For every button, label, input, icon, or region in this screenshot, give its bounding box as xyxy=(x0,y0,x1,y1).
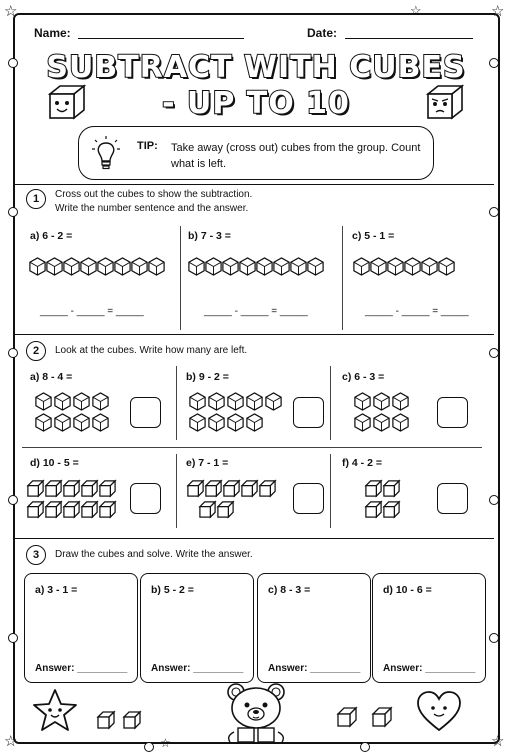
s2-cube[interactable] xyxy=(391,392,410,411)
teddy-bear-icon xyxy=(214,680,298,746)
s2-cube[interactable] xyxy=(98,479,117,498)
s2-cube[interactable] xyxy=(207,413,226,432)
s1-problem-b-label: b) 7 - 3 = xyxy=(188,230,231,242)
s1-problem-c-sentence[interactable]: _____ - _____ = _____ xyxy=(365,306,469,317)
s3-problem-a-label: a) 3 - 1 = xyxy=(35,584,78,596)
s1-cube[interactable] xyxy=(437,257,456,276)
section-3-number: 3 xyxy=(26,545,46,565)
s2-cube[interactable] xyxy=(245,413,264,432)
border-dot xyxy=(489,207,499,217)
lightbulb-icon xyxy=(91,135,121,171)
s2-cube[interactable] xyxy=(44,500,63,519)
s2-cube[interactable] xyxy=(53,413,72,432)
s2-cube[interactable] xyxy=(91,392,110,411)
name-label: Name: xyxy=(34,26,71,40)
s3-card-a[interactable] xyxy=(24,573,138,683)
border-dot xyxy=(489,495,499,505)
s2-cube[interactable] xyxy=(364,500,383,519)
s2-cube[interactable] xyxy=(91,413,110,432)
s2-cube[interactable] xyxy=(34,413,53,432)
s3-answer-d[interactable]: Answer: _________ xyxy=(383,663,476,674)
s2-cube[interactable] xyxy=(198,500,217,519)
s2-cube[interactable] xyxy=(391,413,410,432)
s2-cube[interactable] xyxy=(245,392,264,411)
s1-problem-a-sentence[interactable]: _____ - _____ = _____ xyxy=(40,306,144,317)
s2-cube[interactable] xyxy=(34,392,53,411)
s2-answer-box-a[interactable] xyxy=(130,397,161,428)
border-dot xyxy=(8,495,18,505)
s2-cube[interactable] xyxy=(188,392,207,411)
s2-cube[interactable] xyxy=(72,392,91,411)
s2-answer-box-c[interactable] xyxy=(437,397,468,428)
date-field[interactable] xyxy=(345,38,473,39)
column-divider xyxy=(180,226,181,330)
corner-star-icon: ☆ xyxy=(4,3,18,20)
s2-cube[interactable] xyxy=(226,392,245,411)
s2-cube[interactable] xyxy=(372,413,391,432)
column-divider xyxy=(330,454,331,528)
s2-problem-a-label: a) 8 - 4 = xyxy=(30,371,73,383)
border-dot xyxy=(360,742,370,752)
small-cube-icon xyxy=(96,710,116,730)
s2-problem-f-label: f) 4 - 2 = xyxy=(342,457,382,469)
small-star-icon: ☆ xyxy=(410,3,422,18)
worksheet-title-line2: - UP TO 10 xyxy=(162,86,350,121)
s3-answer-c[interactable]: Answer: _________ xyxy=(268,663,361,674)
column-divider xyxy=(330,366,331,440)
section-divider xyxy=(15,184,494,185)
section-2-number: 2 xyxy=(26,341,46,361)
s2-cube[interactable] xyxy=(372,392,391,411)
s2-cube[interactable] xyxy=(216,500,235,519)
s2-cube[interactable] xyxy=(80,479,99,498)
column-divider xyxy=(342,226,343,330)
s2-cube[interactable] xyxy=(26,500,45,519)
s2-cube[interactable] xyxy=(186,479,205,498)
small-cube-icon xyxy=(371,706,393,728)
s2-cube[interactable] xyxy=(26,479,45,498)
tip-box xyxy=(78,126,434,180)
s2-answer-box-e[interactable] xyxy=(293,483,324,514)
s2-cube[interactable] xyxy=(44,479,63,498)
s2-answer-box-f[interactable] xyxy=(437,483,468,514)
s3-answer-b[interactable]: Answer: _________ xyxy=(151,663,244,674)
tip-label: TIP: xyxy=(137,140,158,152)
section-3-instruction: Draw the cubes and solve. Write the answer. xyxy=(55,549,253,560)
row-divider xyxy=(22,447,482,448)
s3-problem-c-label: c) 8 - 3 = xyxy=(268,584,311,596)
section-divider xyxy=(15,334,494,335)
s2-cube[interactable] xyxy=(188,413,207,432)
border-dot xyxy=(489,348,499,358)
section-1-instruction-line1: Cross out the cubes to show the subtraction. xyxy=(55,189,253,200)
s3-card-c[interactable] xyxy=(257,573,371,683)
worksheet-title-line1: SUBTRACT WITH CUBES xyxy=(46,50,466,85)
s3-card-d[interactable] xyxy=(372,573,486,683)
column-divider xyxy=(176,454,177,528)
s2-cube[interactable] xyxy=(226,413,245,432)
s2-cube[interactable] xyxy=(382,500,401,519)
s2-cube[interactable] xyxy=(98,500,117,519)
s2-cube[interactable] xyxy=(53,392,72,411)
section-1-instruction xyxy=(55,188,252,216)
s2-cube[interactable] xyxy=(364,479,383,498)
s2-cube[interactable] xyxy=(207,392,226,411)
s1-cube[interactable] xyxy=(306,257,325,276)
s2-problem-d-label: d) 10 - 5 = xyxy=(30,457,79,469)
s3-answer-a[interactable]: Answer: _________ xyxy=(35,663,128,674)
s3-problem-b-label: b) 5 - 2 = xyxy=(151,584,194,596)
s2-answer-box-d[interactable] xyxy=(130,483,161,514)
border-dot xyxy=(8,633,18,643)
s3-problem-d-label: d) 10 - 6 = xyxy=(383,584,432,596)
s2-cube[interactable] xyxy=(353,392,372,411)
column-divider xyxy=(176,366,177,440)
s2-answer-box-b[interactable] xyxy=(293,397,324,428)
s2-cube[interactable] xyxy=(62,479,81,498)
s2-cube[interactable] xyxy=(62,500,81,519)
s2-cube[interactable] xyxy=(353,413,372,432)
name-field[interactable] xyxy=(78,38,244,39)
s2-cube[interactable] xyxy=(258,479,277,498)
s1-cube[interactable] xyxy=(147,257,166,276)
smiling-star-icon xyxy=(32,688,78,732)
tip-text: Take away (cross out) cubes from the group. Count what is left. xyxy=(171,142,421,170)
s2-cube[interactable] xyxy=(72,413,91,432)
s2-cube[interactable] xyxy=(80,500,99,519)
small-cube-icon xyxy=(122,710,142,730)
s2-cube[interactable] xyxy=(240,479,259,498)
corner-star-icon: ☆ xyxy=(491,3,505,20)
s2-problem-b-label: b) 9 - 2 = xyxy=(186,371,229,383)
section-2-instruction: Look at the cubes. Write how many are left. xyxy=(55,345,248,356)
grumpy-cube-character-icon xyxy=(426,82,466,122)
small-cube-icon xyxy=(336,706,358,728)
date-label: Date: xyxy=(307,26,338,40)
s2-cube[interactable] xyxy=(264,392,283,411)
corner-star-icon: ☆ xyxy=(491,733,505,750)
smiling-heart-icon xyxy=(416,690,462,732)
happy-cube-character-icon xyxy=(46,82,86,122)
border-dot xyxy=(144,742,154,752)
s1-problem-a-label: a) 6 - 2 = xyxy=(30,230,73,242)
s1-problem-b-sentence[interactable]: _____ - _____ = _____ xyxy=(204,306,308,317)
small-star-icon: ☆ xyxy=(160,736,171,750)
s2-problem-c-label: c) 6 - 3 = xyxy=(342,371,385,383)
border-dot xyxy=(489,633,499,643)
s2-problem-e-label: e) 7 - 1 = xyxy=(186,457,229,469)
s2-cube[interactable] xyxy=(222,479,241,498)
section-1-instruction-line2: Write the number sentence and the answer. xyxy=(55,203,249,214)
border-dot xyxy=(8,207,18,217)
s2-cube[interactable] xyxy=(382,479,401,498)
s2-cube[interactable] xyxy=(204,479,223,498)
section-1-number: 1 xyxy=(26,189,46,209)
border-dot xyxy=(8,348,18,358)
s3-card-b[interactable] xyxy=(140,573,254,683)
corner-star-icon: ☆ xyxy=(4,733,18,750)
section-divider xyxy=(15,538,494,539)
s1-problem-c-label: c) 5 - 1 = xyxy=(352,230,395,242)
